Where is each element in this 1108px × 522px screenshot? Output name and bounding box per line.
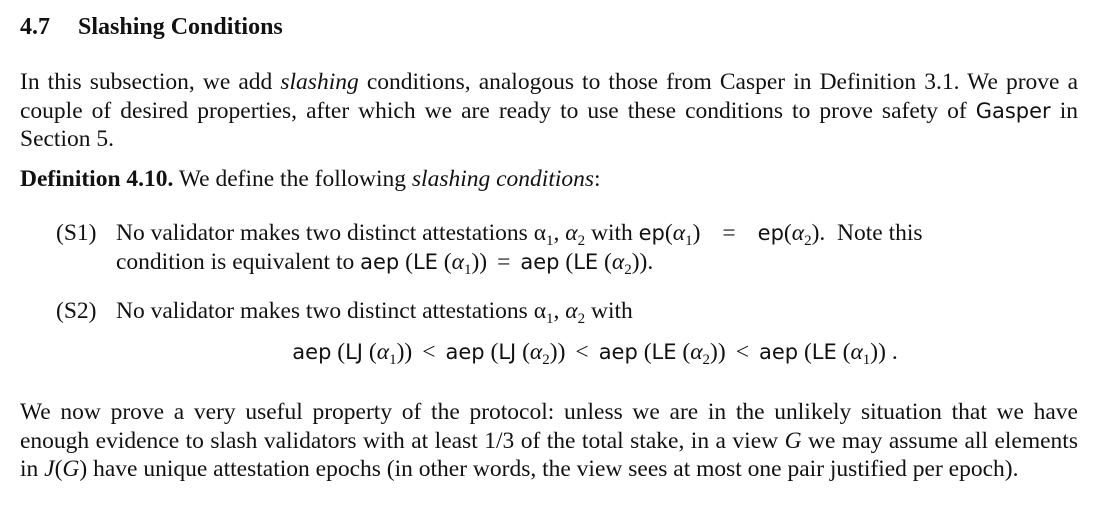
condition-s1-line2: condition is equivalent to aep (LE $(\alpha_1)$) = aep (LE $(\alpha_2)$). xyxy=(116,249,654,278)
subscript: 1 xyxy=(862,352,871,368)
math-alpha: α xyxy=(565,298,578,324)
definition-paragraph xyxy=(20,165,1078,194)
condition-text: condition is equivalent to xyxy=(116,249,361,275)
intro-text: conditions, analogous to those from Casper in Definition 3.1. We prove a couple of desired properties, after which we are ready to use these conditions to prove safety of xyxy=(20,69,1078,124)
math-LJ: LJ xyxy=(345,340,364,364)
condition-text: with xyxy=(585,220,639,246)
math-LE: LE xyxy=(412,250,438,274)
math-aep: aep xyxy=(598,340,638,364)
subscript: 1 xyxy=(685,233,693,249)
math-aep: aep xyxy=(292,340,332,364)
definition-text: We define the following xyxy=(173,166,412,192)
subscript: 2 xyxy=(577,311,586,327)
math-LE: LE xyxy=(811,340,837,364)
condition-s1: (S1) No validator makes two distinct attestations $\alpha_1$, $\alpha_2$ with $ep(\alpha_1) = ep(\alpha_2)$. Note this xyxy=(56,220,923,249)
condition-text: No validator makes two distinct attestations α xyxy=(116,220,547,246)
intro-paragraph xyxy=(20,68,1078,154)
condition-text: with xyxy=(590,298,633,324)
closing-paragraph xyxy=(20,398,1078,484)
math-LE: LE xyxy=(573,250,599,274)
math-aep: aep xyxy=(520,250,560,274)
intro-text: In this subsection, we add xyxy=(20,69,281,95)
math-alpha: α xyxy=(451,249,464,275)
definition-emphasis: slashing conditions xyxy=(411,166,595,192)
math-aep: aep xyxy=(360,250,400,274)
math-LE: LE xyxy=(651,340,677,364)
intro-emphasis: slashing xyxy=(280,69,359,95)
subscript: 2 xyxy=(624,262,632,278)
math-alpha: α xyxy=(611,249,625,275)
section-heading xyxy=(20,14,283,41)
math-alpha: α xyxy=(850,339,863,365)
subscript: 2 xyxy=(702,352,711,368)
math-alpha: α xyxy=(376,339,390,365)
subscript: 1 xyxy=(389,352,397,368)
math-alpha: α xyxy=(565,220,578,246)
math-G: G xyxy=(784,427,802,454)
subscript: 1 xyxy=(463,262,472,278)
math-J: J xyxy=(44,456,55,482)
math-ep: ep xyxy=(757,221,784,245)
math-ep: ep xyxy=(638,221,665,245)
condition-label: (S1) xyxy=(56,220,97,246)
intro-text: in Section 5. xyxy=(20,97,1079,152)
closing-text: ( xyxy=(54,456,63,482)
subscript: 2 xyxy=(542,352,550,368)
definition-label: Definition 4.10. xyxy=(20,166,174,192)
math-alpha: α xyxy=(690,339,703,365)
closing-text: We now prove a very useful property of the protocol: unless we are in the unlikely situation that we have enough evidence to slash validators with at least 1/3 of the total stake, in a view xyxy=(20,399,1078,454)
math-aep: aep xyxy=(758,340,799,364)
math-alpha: α xyxy=(791,220,805,246)
math-lt: < xyxy=(735,339,749,365)
math-lt: < xyxy=(575,339,589,365)
closing-text: we may assume all elements in xyxy=(20,427,1078,482)
condition-label: (S2) xyxy=(56,298,97,324)
display-equation: aep (LJ $(\alpha_1)$) < aep (LJ $(\alpha_2)$) < aep (LE $(\alpha_2)$) < aep (LE $(\alpha_1)$) . xyxy=(292,339,898,368)
condition-text: No validator makes two distinct attestations α xyxy=(116,298,547,324)
subscript: 2 xyxy=(804,233,812,249)
subscript: 1 xyxy=(546,311,554,327)
math-G: G xyxy=(62,456,80,482)
definition-text: : xyxy=(594,166,601,192)
math-aep: aep xyxy=(445,340,485,364)
math-eq: = xyxy=(497,249,511,275)
condition-text: Note this xyxy=(837,220,923,246)
section-title: Slashing Conditions xyxy=(78,14,283,40)
math-lt: < xyxy=(422,339,436,365)
math-eq: = xyxy=(722,220,736,246)
subscript: 2 xyxy=(577,233,586,249)
condition-s2: (S2) No validator makes two distinct attestations $\alpha_1$, $\alpha_2$ with xyxy=(56,298,633,327)
gasper-name: Gasper xyxy=(975,98,1051,123)
subscript: 1 xyxy=(546,233,554,249)
closing-text: ) have unique attestation epochs (in other words, the view sees at most one pair justified per epoch). xyxy=(79,456,1019,482)
math-LJ: LJ xyxy=(498,340,517,364)
section-number: 4.7 xyxy=(20,14,50,40)
math-alpha: α xyxy=(529,339,543,365)
math-alpha: α xyxy=(672,220,686,246)
